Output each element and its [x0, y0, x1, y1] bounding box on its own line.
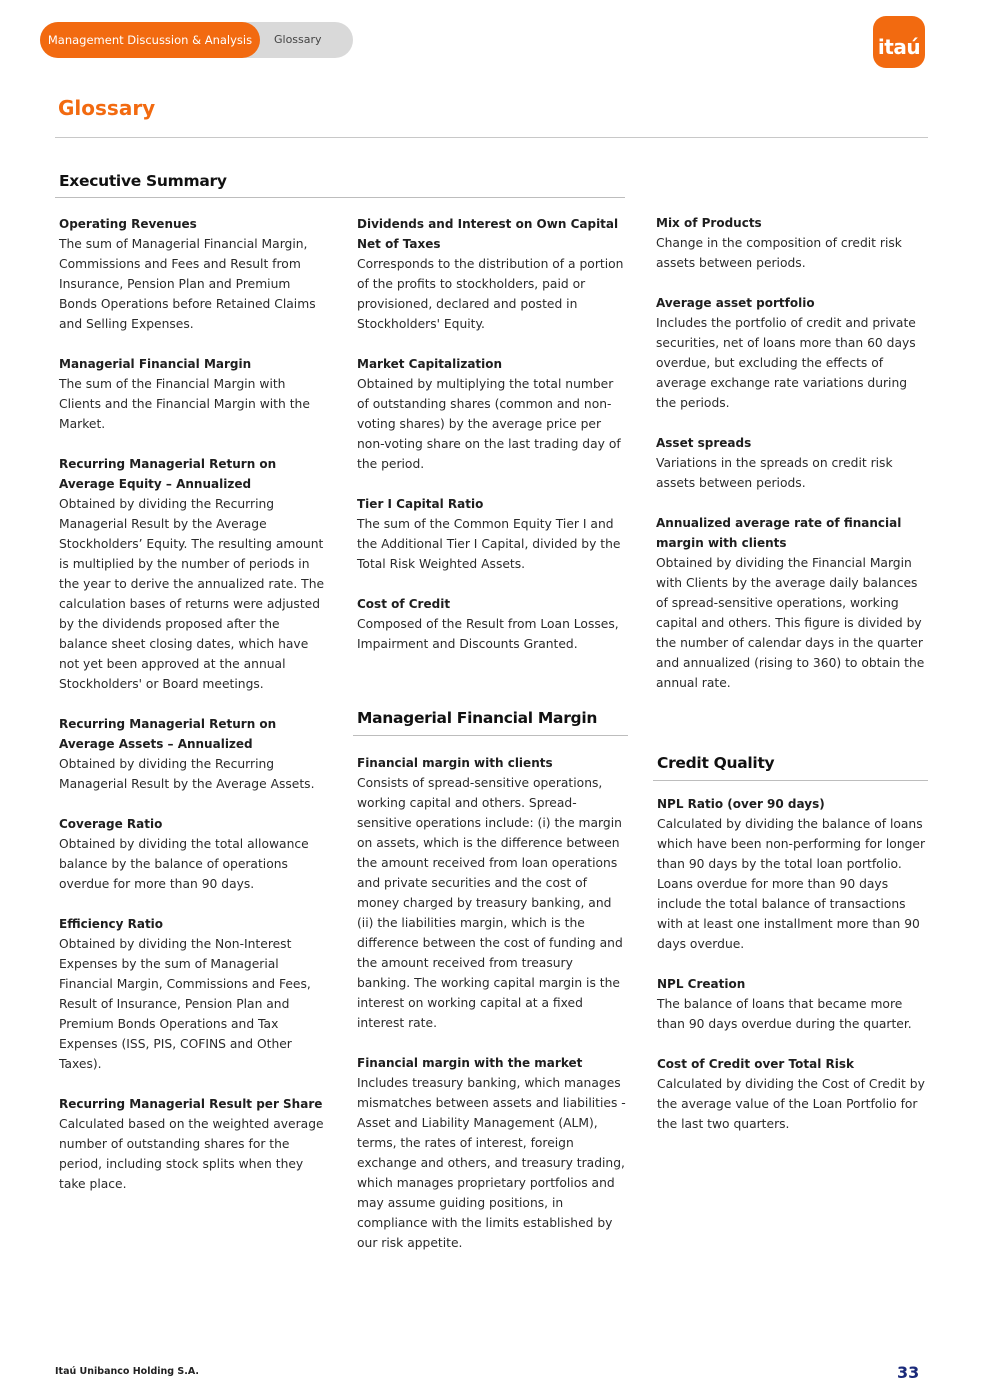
- title-divider: [55, 137, 928, 138]
- glossary-column-1: [59, 214, 327, 1214]
- section-heading-credit-quality: Credit Quality: [657, 754, 775, 772]
- glossary-term: Managerial Financial Margin: [59, 357, 252, 371]
- glossary-term: Annualized average rate of financial margin with clients: [656, 516, 902, 550]
- glossary-term: Recurring Managerial Return on Average Equity – Annualized: [59, 457, 277, 491]
- glossary-definition: Calculated based on the weighted average number of outstanding shares for the period, including stock splits when they take place.: [59, 1117, 324, 1191]
- glossary-column-3-top: [656, 213, 926, 713]
- glossary-entry: [357, 1053, 627, 1253]
- glossary-entry: [59, 454, 327, 694]
- glossary-term: Operating Revenues: [59, 217, 197, 231]
- glossary-column-3-bottom: [657, 794, 927, 1154]
- section-divider: [353, 735, 628, 736]
- glossary-term: Cost of Credit: [357, 597, 451, 611]
- section-heading-managerial-financial-margin: Managerial Financial Margin: [357, 709, 598, 727]
- glossary-definition: The sum of the Common Equity Tier I and the Additional Tier I Capital, divided by the Total Risk Weighted Assets.: [357, 517, 621, 571]
- glossary-definition: Obtained by multiplying the total number of outstanding shares (common and non-voting shares) by the average price per non-voting share on the last trading day of the period.: [357, 377, 621, 471]
- glossary-definition: Includes the portfolio of credit and private securities, net of loans more than 60 days overdue, but excluding the effects of average exchange rate variations during the periods.: [656, 316, 916, 410]
- glossary-term: Cost of Credit over Total Risk: [657, 1057, 854, 1071]
- glossary-definition: Obtained by dividing the Recurring Managerial Result by the Average Assets.: [59, 757, 315, 791]
- glossary-entry: [59, 814, 327, 894]
- glossary-entry: [59, 714, 327, 794]
- glossary-entry: [357, 594, 625, 654]
- glossary-definition: Calculated by dividing the balance of loans which have been non-performing for longer than 90 days by the total loan portfolio. Loans overdue for more than 90 days include the total balance of transactions with at least one installment more than 90 days overdue.: [657, 817, 925, 951]
- glossary-definition: The balance of loans that became more than 90 days overdue during the quarter.: [657, 997, 912, 1031]
- glossary-entry: [656, 513, 926, 693]
- glossary-definition: The sum of the Financial Margin with Clients and the Financial Margin with the Market.: [59, 377, 310, 431]
- glossary-term: Dividends and Interest on Own Capital Net of Taxes: [357, 217, 619, 251]
- glossary-entry: [59, 354, 327, 434]
- footer-company: Itaú Unibanco Holding S.A.: [55, 1366, 199, 1377]
- glossary-term: Recurring Managerial Return on Average Assets – Annualized: [59, 717, 277, 751]
- glossary-entry: [357, 354, 625, 474]
- glossary-definition: Corresponds to the distribution of a portion of the profits to stockholders, paid or provisioned, declared and posted in Stockholders' Equity.: [357, 257, 624, 331]
- glossary-entry: [357, 494, 625, 574]
- glossary-definition: Calculated by dividing the Cost of Credit by the average value of the Loan Portfolio for the last two quarters.: [657, 1077, 925, 1131]
- glossary-term: Tier I Capital Ratio: [357, 497, 484, 511]
- glossary-term: Financial margin with the market: [357, 1056, 583, 1070]
- glossary-definition: Obtained by dividing the Non-Interest Expenses by the sum of Managerial Financial Margin, Commissions and Fees, Result of Insurance, Pension Plan and Premium Bonds Operations and Tax Expenses (ISS, PIS, COFINS and Other Taxes).: [59, 937, 311, 1071]
- glossary-column-2-top: [357, 214, 625, 674]
- glossary-term: Asset spreads: [656, 436, 752, 450]
- glossary-entry: [59, 914, 327, 1074]
- section-nav: [40, 22, 353, 58]
- nav-tab-mda[interactable]: Management Discussion & Analysis: [40, 22, 260, 58]
- glossary-term: NPL Creation: [657, 977, 746, 991]
- glossary-entry: [59, 1094, 327, 1194]
- glossary-definition: Consists of spread-sensitive operations, working capital and others. Spread-sensitive operations include: (i) the margin on assets, which is the difference between the amount received from loan operations and private securities and the cost of money charged by treasury banking, and (ii) the liabilities margin, which is the difference between the cost of funding and the amount received from treasury banking. The working capital margin is the interest on working capital at a fixed interest rate.: [357, 776, 623, 1030]
- glossary-term: Recurring Managerial Result per Share: [59, 1097, 323, 1111]
- glossary-entry: [357, 753, 627, 1033]
- glossary-term: Average asset portfolio: [656, 296, 815, 310]
- section-divider: [653, 780, 928, 781]
- glossary-entry: [59, 214, 327, 334]
- glossary-definition: Obtained by dividing the total allowance balance by the balance of operations overdue for more than 90 days.: [59, 837, 309, 891]
- section-heading-executive-summary: Executive Summary: [59, 172, 227, 190]
- page-title: Glossary: [58, 96, 156, 120]
- itau-logo: itaú: [873, 16, 925, 68]
- glossary-definition: Change in the composition of credit risk assets between periods.: [656, 236, 902, 270]
- nav-tab-glossary[interactable]: Glossary: [274, 33, 322, 46]
- glossary-term: NPL Ratio (over 90 days): [657, 797, 825, 811]
- glossary-definition: Includes treasury banking, which manages mismatches between assets and liabilities - Asset and Liability Management (ALM), terms, the rates of interest, foreign exchange and others, and treasury trading, which manages proprietary portfolios and may assume guiding positions, in compliance with the limits established by our risk appetite.: [357, 1076, 626, 1250]
- glossary-term: Efficiency Ratio: [59, 917, 164, 931]
- page-number: 33: [897, 1363, 920, 1382]
- glossary-entry: [656, 293, 926, 413]
- glossary-term: Financial margin with clients: [357, 756, 553, 770]
- glossary-definition: Composed of the Result from Loan Losses, Impairment and Discounts Granted.: [357, 617, 619, 651]
- glossary-entry: [357, 214, 625, 334]
- glossary-definition: Obtained by dividing the Recurring Managerial Result by the Average Stockholders’ Equity. The resulting amount is multiplied by the number of periods in the year to derive the annualized rate. The calculation bases of returns were adjusted by the dividends proposed after the balance sheet closing dates, which have not yet been approved at the annual Stockholders' or Board meetings.: [59, 497, 325, 691]
- glossary-entry: [656, 433, 926, 493]
- glossary-definition: Variations in the spreads on credit risk assets between periods.: [656, 456, 893, 490]
- glossary-entry: [657, 794, 927, 954]
- glossary-term: Mix of Products: [656, 216, 762, 230]
- section-divider: [55, 197, 625, 198]
- glossary-column-2-bottom: [357, 753, 627, 1273]
- glossary-definition: The sum of Managerial Financial Margin, Commissions and Fees and Result from Insurance, Pension Plan and Premium Bonds Operations before Retained Claims and Selling Expenses.: [59, 237, 316, 331]
- glossary-definition: Obtained by dividing the Financial Margin with Clients by the average daily balances of spread-sensitive operations, working capital and others. This figure is divided by the number of calendar days in the quarter and annualized (rising to 360) to obtain the annual rate.: [656, 556, 925, 690]
- glossary-entry: [657, 1054, 927, 1134]
- glossary-entry: [656, 213, 926, 273]
- glossary-entry: [657, 974, 927, 1034]
- glossary-term: Coverage Ratio: [59, 817, 163, 831]
- glossary-term: Market Capitalization: [357, 357, 503, 371]
